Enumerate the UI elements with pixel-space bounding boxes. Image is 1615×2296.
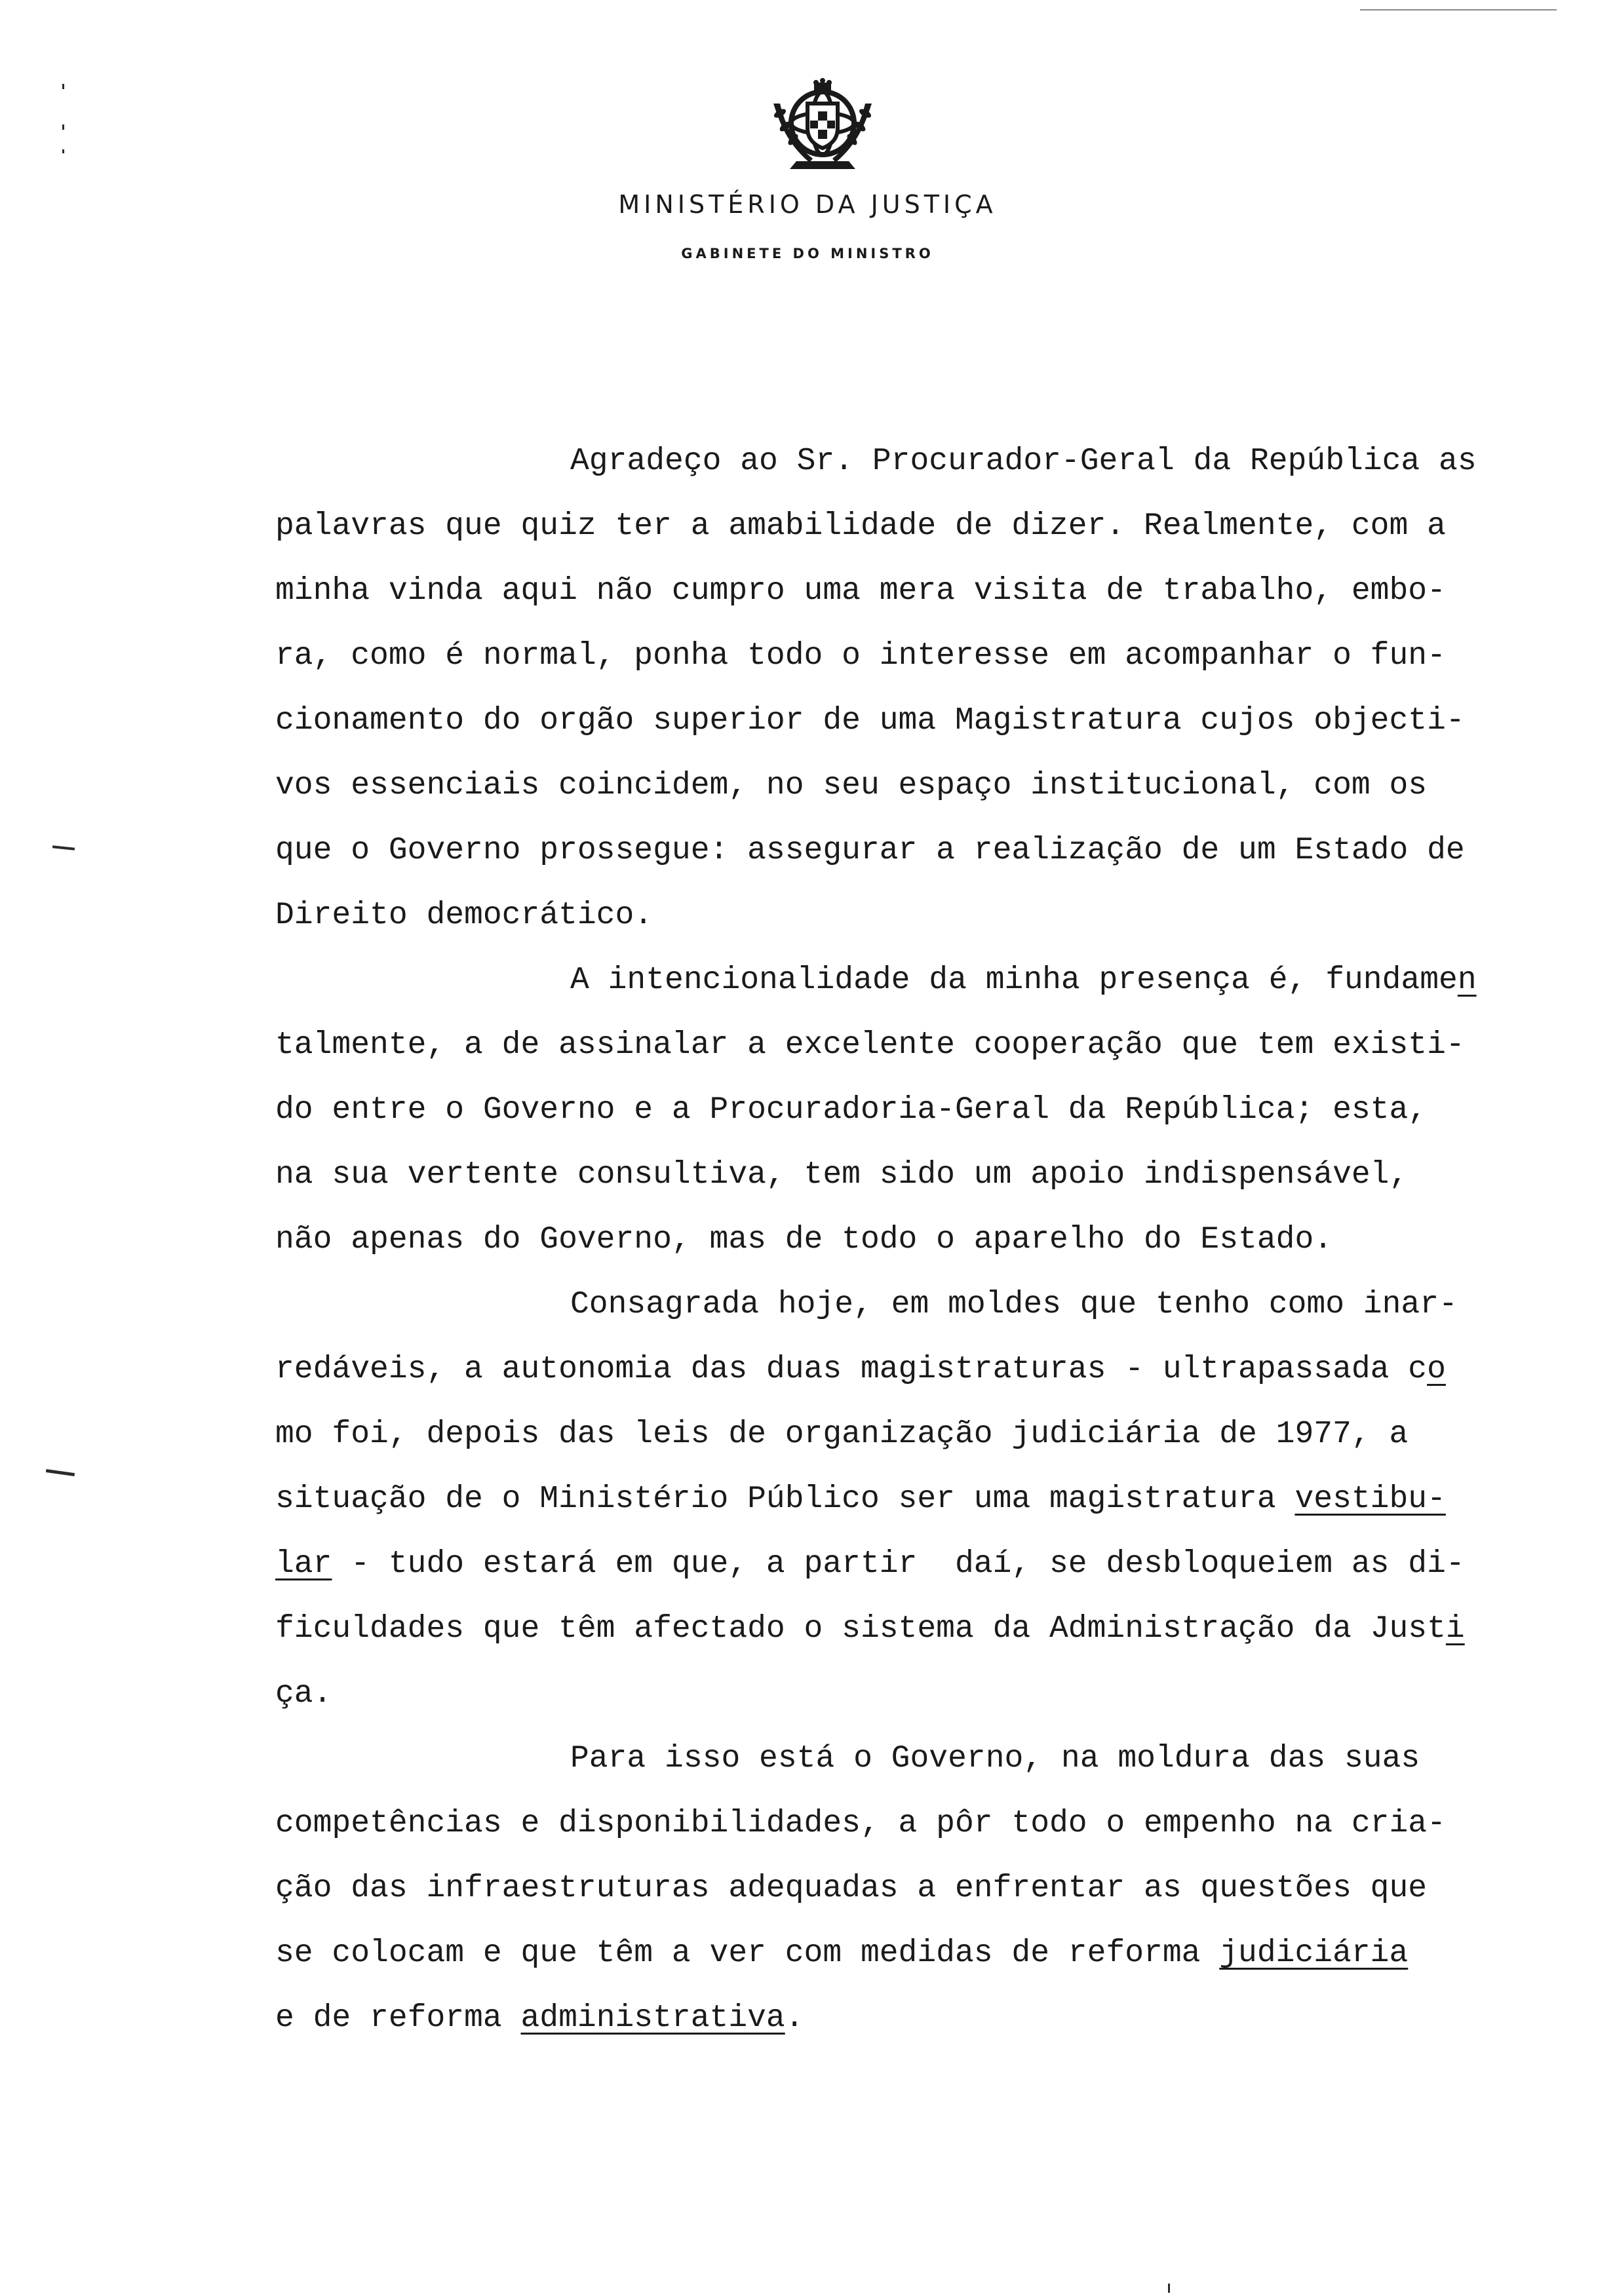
text-segment: redáveis, a autonomia das duas magistraturas - ultrapassada c: [275, 1352, 1428, 1387]
underlined-text: administrativa: [520, 2000, 785, 2036]
text-segment: ficuldades que têm afectado o sistema da Administração da Just: [275, 1611, 1446, 1647]
text-line: não apenas do Governo, mas de todo o aparelho do Estado.: [275, 1222, 1333, 1257]
text-line: competências e disponibilidades, a pôr todo o empenho na cria-: [275, 1806, 1446, 1841]
text-line: ção das infraestruturas adequadas a enfrentar as questões que: [275, 1871, 1428, 1906]
text-line: cionamento do orgão superior de uma Magistratura cujos objecti-: [275, 703, 1465, 738]
text-line: minha vinda aqui não cumpro uma mera visita de trabalho, embo-: [275, 573, 1446, 609]
margin-mark: [62, 84, 64, 89]
text-segment: e de reforma: [275, 2000, 521, 2036]
text-line: [275, 1467, 1521, 1532]
margin-mark: [52, 845, 75, 851]
margin-mark: [62, 149, 64, 153]
ministry-title: MINISTÉRIO DA JUSTIÇA: [618, 190, 997, 219]
coat-of-arms-emblem: [760, 77, 885, 176]
scan-edge-line: [1360, 9, 1557, 10]
text-segment: situação de o Ministério Público ser uma magistratura: [275, 1482, 1295, 1517]
text-line: ra, como é normal, ponha todo o interesse em acompanhar o fun-: [275, 638, 1446, 674]
text-line: Direito democrático.: [275, 898, 653, 933]
text-line: mo foi, depois das leis de organização judiciária de 1977, a: [275, 1417, 1409, 1452]
margin-mark: [1168, 2284, 1170, 2293]
text-line: na sua vertente consultiva, tem sido um apoio indispensável,: [275, 1157, 1409, 1193]
office-subtitle: GABINETE DO MINISTRO: [681, 246, 934, 261]
letter-body: [275, 429, 1521, 2051]
text-line: [275, 948, 1521, 1013]
text-line: [275, 1337, 1521, 1402]
underlined-text: n: [1457, 963, 1477, 998]
underlined-text: i: [1445, 1611, 1465, 1647]
text-line: vos essenciais coincidem, no seu espaço institucional, com os: [275, 768, 1428, 803]
margin-mark: [62, 124, 64, 130]
underlined-text: o: [1427, 1352, 1446, 1387]
text-line: do entre o Governo e a Procuradoria-Geral da República; esta,: [275, 1092, 1428, 1128]
text-line: [275, 1597, 1521, 1662]
text-line: que o Governo prossegue: assegurar a realização de um Estado de: [275, 833, 1465, 868]
underlined-text: lar: [275, 1546, 332, 1582]
text-segment: .: [785, 2000, 804, 2036]
text-line: Consagrada hoje, em moldes que tenho como inar-: [570, 1287, 1458, 1322]
text-line: talmente, a de assinalar a excelente cooperação que tem existi-: [275, 1027, 1465, 1063]
text-line: [275, 1986, 1521, 2051]
margin-mark: [46, 1469, 75, 1476]
text-line: Agradeço ao Sr. Procurador-Geral da República as: [570, 444, 1477, 479]
underlined-text: judiciária: [1219, 1936, 1409, 1971]
text-line: ça.: [275, 1676, 332, 1712]
text-line: Para isso está o Governo, na moldura das suas: [570, 1741, 1420, 1776]
text-line: [275, 1921, 1521, 1986]
text-segment: se colocam e que têm a ver com medidas de reforma: [275, 1936, 1220, 1971]
text-segment: - tudo estará em que, a partir daí, se desbloqueiem as di-: [332, 1546, 1465, 1582]
text-line: [275, 1532, 1521, 1597]
text-segment: A intencionalidade da minha presença é, fundame: [570, 963, 1458, 998]
text-line: palavras que quiz ter a amabilidade de dizer. Realmente, com a: [275, 508, 1446, 544]
underlined-text: vestibu-: [1294, 1482, 1446, 1517]
